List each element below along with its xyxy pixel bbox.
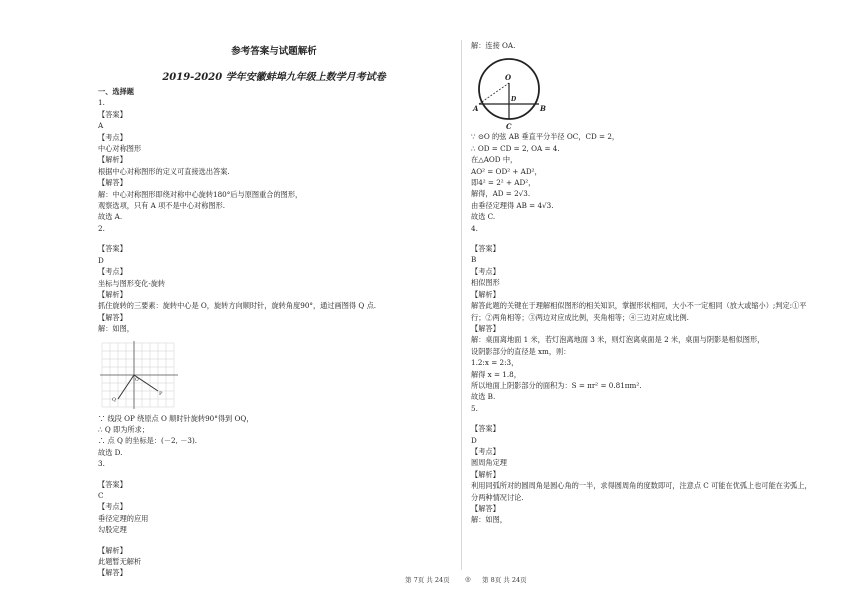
point-q-label: Q — [112, 396, 117, 403]
circle-chord-figure — [471, 53, 831, 131]
circle-chord-svg — [471, 53, 551, 131]
q3-answer-tag: 【答案】 — [98, 479, 127, 489]
q2-solution-intro: 解：如图， — [98, 324, 134, 334]
circle-b-label: B — [540, 104, 546, 114]
q4-point: 相似图形 — [471, 278, 500, 288]
q2-analysis-tag: 【解析】 — [98, 289, 127, 299]
q5-answer: D — [471, 435, 477, 445]
q4-analysis-line: 行；②两角相等；③两边对应成比例，夹角相等；④三边对应成比例. — [471, 312, 689, 322]
q5-point-tag: 【考点】 — [471, 446, 500, 456]
page-title: 参考答案与试题解析 — [231, 46, 317, 57]
point-p-label: P — [159, 390, 163, 397]
q3-solution-line: 在△AOD 中， — [471, 155, 518, 165]
q5-analysis-tag: 【解析】 — [471, 469, 500, 479]
q3-solution-line: 解得，AD = 2√3. — [471, 189, 531, 199]
footer-page-right: 第 8页 共 24页 — [482, 576, 527, 584]
q4-solution-tag: 【解答】 — [471, 323, 500, 333]
q4-solution-line: 1.2:x = 2:3， — [471, 358, 519, 368]
left-column — [98, 0, 450, 579]
q3-solution-line: 即4² = 2² + AD²， — [471, 178, 536, 188]
q5-point: 圆周角定理 — [471, 458, 507, 468]
q4-answer-tag: 【答案】 — [471, 244, 500, 254]
q4-analysis-tag: 【解析】 — [471, 289, 500, 299]
q4-analysis-line: 解答此题的关键在于理解相似图形的相关知识，掌握形状相同，大小不一定相同（放大或缩小）;判定:①平 — [471, 301, 807, 311]
q1-solution-line: 观察选项，只有 A 项不是中心对称图形. — [98, 201, 226, 211]
q5-analysis-line: 分两种情况讨论. — [471, 492, 524, 502]
column-divider — [461, 40, 462, 570]
q3-answer: C — [98, 490, 104, 500]
page-subtitle: 2019-2020 学年安徽蚌埠九年级上数学月考试卷 — [162, 72, 386, 83]
q3-solution-line: ∵ ⊙O 的弦 AB 垂直平分半径 OC，CD = 2， — [471, 132, 620, 142]
q3-solution-tag: 【解答】 — [98, 568, 127, 578]
circle-o-label: O — [505, 73, 512, 83]
q3-solution-line: AO² = OD² + AD²， — [471, 166, 542, 176]
q5-solution: 解：如图， — [471, 515, 507, 525]
q4-number: 4. — [471, 223, 478, 233]
q1-solution-tag: 【解答】 — [98, 178, 127, 188]
q3-solution-line: 由垂径定理得 AB = 4√3. — [471, 200, 554, 210]
footer-page-left: 第 7页 共 24页 — [405, 576, 450, 584]
q4-solution-line: 所以地面上阴影部分的面积为：S = πr² = 0.81πm². — [471, 380, 642, 390]
q3-analysis: 此题暂无解析 — [98, 557, 142, 566]
q5-solution-tag: 【解答】 — [471, 504, 500, 513]
q4-solution-line: 故选 B. — [471, 392, 496, 402]
right-column — [471, 0, 831, 526]
segment-oa — [479, 83, 509, 104]
q2-point: 坐标与图形变化-旋转 — [98, 278, 166, 288]
q2-solution-line: ∵ 线段 OP 绕原点 O 顺时针旋转90°得到 OQ， — [98, 413, 254, 423]
q5-analysis-line: 利用同弧所对的圆周角是圆心角的一半，求得圆周角的度数即可，注意点 C 可能在优弧上也可能在劣弧上， — [471, 481, 812, 491]
q2-answer: D — [98, 255, 104, 265]
q1-answer: A — [98, 121, 104, 131]
q1-analysis: 根据中心对称图形的定义可直接选出答案. — [98, 166, 230, 176]
footer-separator: ◎ — [465, 575, 471, 583]
section-heading: 一、选择题 — [98, 87, 134, 96]
q2-solution-line: ∴ Q 即为所求； — [98, 424, 149, 434]
circle-a-label: A — [473, 104, 479, 114]
q1-solution-line: 解：中心对称图形即绕对称中心旋转180°后与原图重合的图形， — [98, 189, 303, 199]
q1-solution-line: 故选 A. — [98, 212, 123, 222]
q3-number: 3. — [98, 459, 105, 469]
q2-answer-tag: 【答案】 — [98, 244, 127, 254]
q3-point: 勾股定理 — [98, 525, 127, 535]
q1-answer-tag: 【答案】 — [98, 109, 127, 119]
q2-number: 2. — [98, 223, 105, 233]
q4-solution-line: 解得 x = 1.8， — [471, 369, 521, 379]
q5-number: 5. — [471, 403, 478, 413]
q4-answer: B — [471, 255, 477, 265]
q2-solution-line: ∴ 点 Q 的坐标是：(－2, －3). — [98, 436, 198, 446]
q1-point: 中心对称图形 — [98, 144, 142, 154]
q5-answer-tag: 【答案】 — [471, 424, 500, 434]
coordinate-grid-svg — [98, 339, 188, 411]
q4-point-tag: 【考点】 — [471, 266, 500, 276]
origin-label: O — [135, 377, 139, 383]
q1-point-tag: 【考点】 — [98, 132, 127, 142]
q3-solution-line: ∴ OD = CD = 2, OA = 4. — [471, 143, 560, 153]
q2-analysis: 抓住旋转的三要素：旋转中心是 O，旋转方向顺时针，旋转角度90°，通过画图得 Q 点. — [98, 301, 377, 311]
q4-solution-line: 设阴影部分的直径是 xm，则： — [471, 346, 571, 356]
circle-c-label: C — [506, 122, 512, 132]
q3-point: 垂径定理的应用 — [98, 513, 149, 523]
q2-solution-tag: 【解答】 — [98, 312, 127, 322]
q3-point-tag: 【考点】 — [98, 502, 127, 512]
q3-analysis-tag: 【解析】 — [98, 545, 127, 555]
q1-analysis-tag: 【解析】 — [98, 155, 127, 165]
q3-solution-intro: 解：连接 OA. — [471, 41, 516, 50]
q1-number: 1. — [98, 98, 105, 108]
q2-point-tag: 【考点】 — [98, 267, 127, 277]
q4-solution-line: 解：桌面离地面 1 米，若灯泡离地面 3 米，则灯泡离桌面是 2 米，桌面与阴影是相似图形， — [471, 335, 765, 345]
circle-d-label: D — [511, 96, 517, 104]
q2-solution-line: 故选 D. — [98, 447, 123, 457]
coordinate-grid-figure — [98, 339, 450, 413]
q3-solution-line: 故选 C. — [471, 212, 496, 222]
